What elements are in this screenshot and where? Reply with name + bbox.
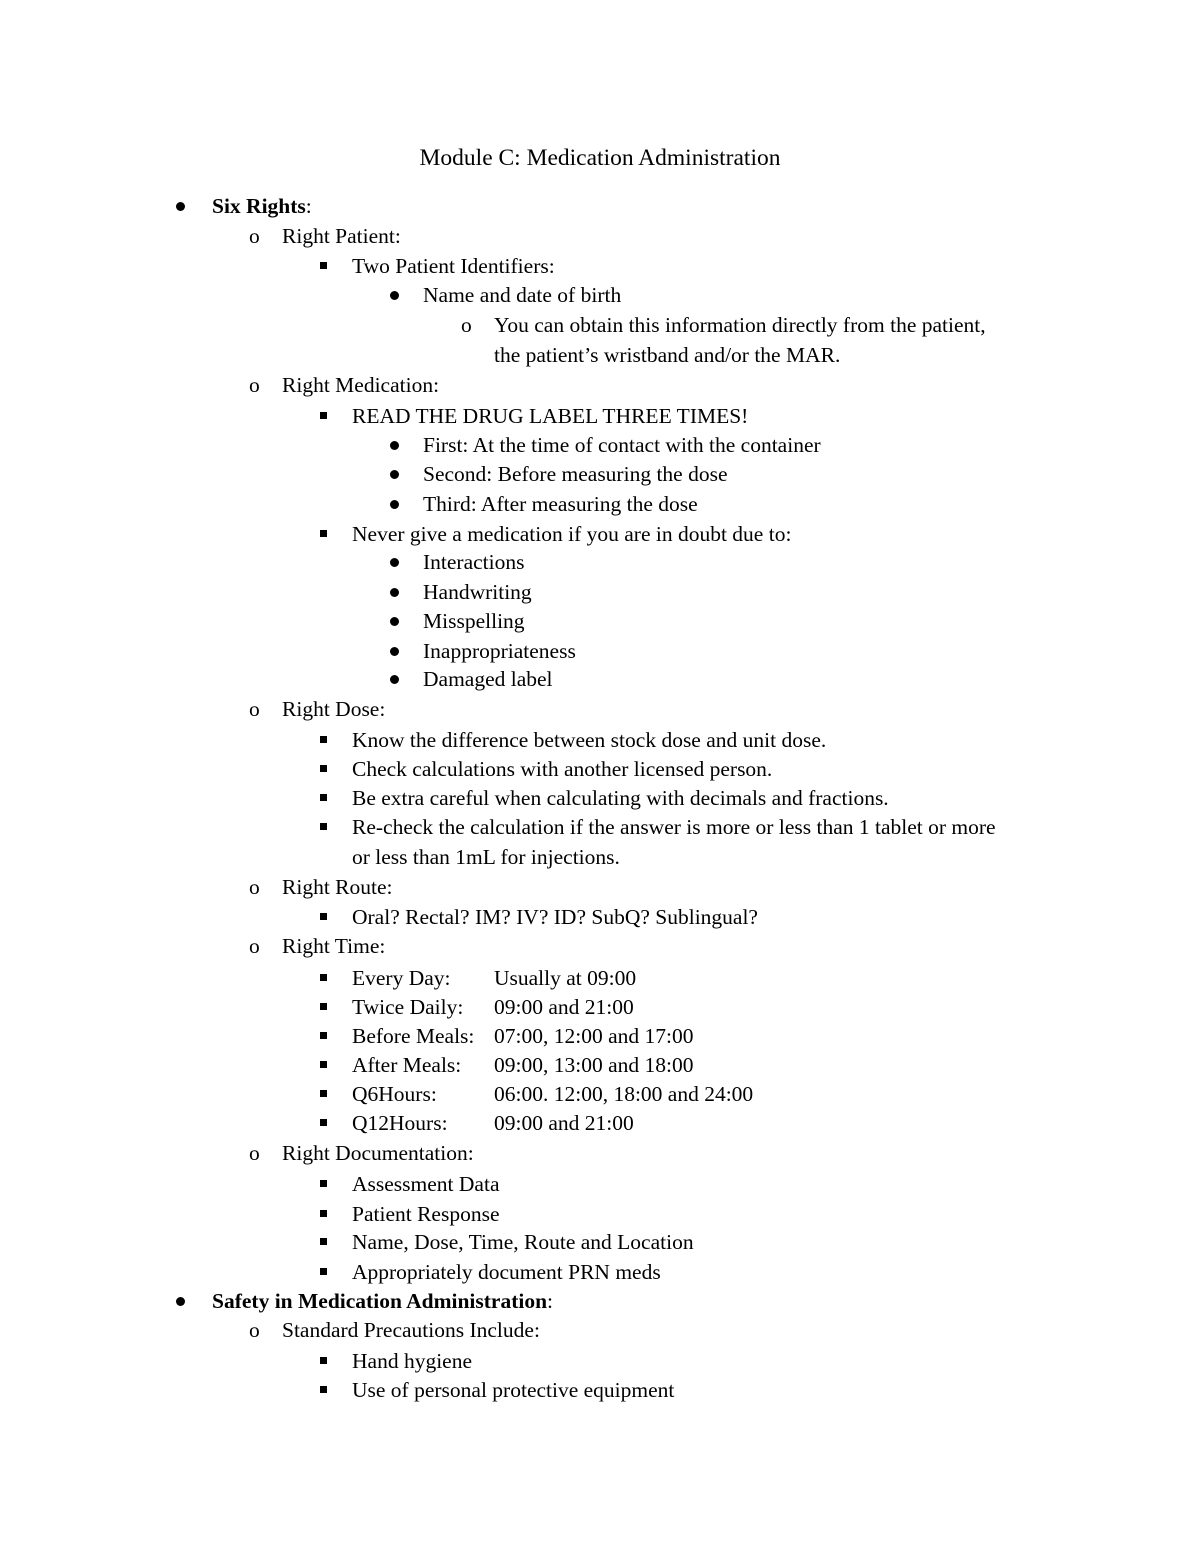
bullet-square-icon [320,1003,327,1010]
bullet-square-icon [320,1090,327,1097]
list-item-obtain-info-cont: the patient’s wristband and/or the MAR. [494,343,841,367]
list-item-precaution: Use of personal protective equipment [0,1375,1200,1405]
bullet-square-icon [320,765,327,772]
list-item-dose-cont: or less than 1mL for injections. [352,845,620,869]
list-item-first-check: First: At the time of contact with the container [0,430,1200,460]
bullet-dot-icon [390,675,399,684]
list-item-schedule: Before Meals: 07:00, 12:00 and 17:00 [0,1021,1200,1051]
bullet-circle-icon: o [461,313,472,337]
list-item-doubt: Damaged label [0,664,1200,694]
list-item-right-patient: o Right Patient: [0,221,1200,251]
safety-heading: Safety in Medication Administration [212,1289,548,1313]
list-item-documentation: Appropriately document PRN meds [0,1257,1200,1287]
bullet-square-icon [320,1386,327,1393]
list-item-dose: Be extra careful when calculating with decimals and fractions. [0,783,1200,813]
bullet-circle-icon: o [249,373,260,397]
bullet-circle-icon: o [249,697,260,721]
list-item-schedule: Every Day: Usually at 09:00 [0,963,1200,993]
list-item-right-medication: o Right Medication: [0,370,1200,400]
list-item-dose: Check calculations with another licensed person. [0,754,1200,784]
bullet-dot-icon [390,558,399,567]
list-item-routes: Oral? Rectal? IM? IV? ID? SubQ? Sublingual? [0,902,1200,932]
list-item-dose: Re-check the calculation if the answer is more or less than 1 tablet or more [0,812,1200,842]
bullet-square-icon [320,823,327,830]
bullet-dot-icon [390,647,399,656]
list-item-right-dose: o Right Dose: [0,694,1200,724]
page-title: Module C: Medication Administration [419,145,781,171]
bullet-dot-icon [390,470,399,479]
list-item-doubt: Interactions [0,547,1200,577]
bullet-square-icon [320,412,327,419]
bullet-circle-icon: o [249,1318,260,1342]
bullet-square-icon [320,1119,327,1126]
list-item-doubt: Misspelling [0,606,1200,636]
list-item-second-check: Second: Before measuring the dose [0,459,1200,489]
bullet-square-icon [320,1357,327,1364]
bullet-dot-icon [390,588,399,597]
bullet-dot-icon [390,441,399,450]
list-item-schedule: Q6Hours: 06:00. 12:00, 18:00 and 24:00 [0,1079,1200,1109]
list-item-dose: Know the difference between stock dose and unit dose. [0,725,1200,755]
list-item-obtain-info: o You can obtain this information directly from the patient, [0,310,1200,340]
list-item-identifiers: Two Patient Identifiers: [0,251,1200,281]
bullet-square-icon [320,1238,327,1245]
bullet-circle-icon: o [249,1141,260,1165]
list-item-doubt: Inappropriateness [0,636,1200,666]
bullet-square-icon [320,1180,327,1187]
list-item-right-route: o Right Route: [0,872,1200,902]
list-item-safety: Safety in Medication Administration: [0,1286,1200,1316]
list-item-schedule: Q12Hours: 09:00 and 21:00 [0,1108,1200,1138]
list-item-read-label: READ THE DRUG LABEL THREE TIMES! [0,401,1200,431]
list-item-name-dob: Name and date of birth [0,280,1200,310]
bullet-circle-icon: o [249,224,260,248]
bullet-square-icon [320,1032,327,1039]
bullet-dot-icon [176,202,185,211]
bullet-square-icon [320,913,327,920]
list-item-third-check: Third: After measuring the dose [0,489,1200,519]
list-item-six-rights: Six Rights: [0,191,1200,221]
bullet-circle-icon: o [249,934,260,958]
list-item-schedule: Twice Daily: 09:00 and 21:00 [0,992,1200,1022]
bullet-square-icon [320,736,327,743]
list-item-documentation: Assessment Data [0,1169,1200,1199]
bullet-square-icon [320,974,327,981]
bullet-dot-icon [390,500,399,509]
list-item-doubt: Handwriting [0,577,1200,607]
bullet-square-icon [320,262,327,269]
list-item-never-give: Never give a medication if you are in doubt due to: [0,519,1200,549]
list-item-right-documentation: o Right Documentation: [0,1138,1200,1168]
bullet-circle-icon: o [249,875,260,899]
list-item-documentation: Patient Response [0,1199,1200,1229]
list-item-right-time: o Right Time: [0,931,1200,961]
list-item-standard-precautions: o Standard Precautions Include: [0,1315,1200,1345]
bullet-square-icon [320,1210,327,1217]
list-item-documentation: Name, Dose, Time, Route and Location [0,1227,1200,1257]
bullet-square-icon [320,1061,327,1068]
list-item-schedule: After Meals: 09:00, 13:00 and 18:00 [0,1050,1200,1080]
six-rights-heading: Six Rights [212,194,306,218]
bullet-dot-icon [176,1297,185,1306]
bullet-square-icon [320,794,327,801]
bullet-dot-icon [390,291,399,300]
bullet-square-icon [320,530,327,537]
list-item-precaution: Hand hygiene [0,1346,1200,1376]
bullet-square-icon [320,1268,327,1275]
bullet-dot-icon [390,617,399,626]
